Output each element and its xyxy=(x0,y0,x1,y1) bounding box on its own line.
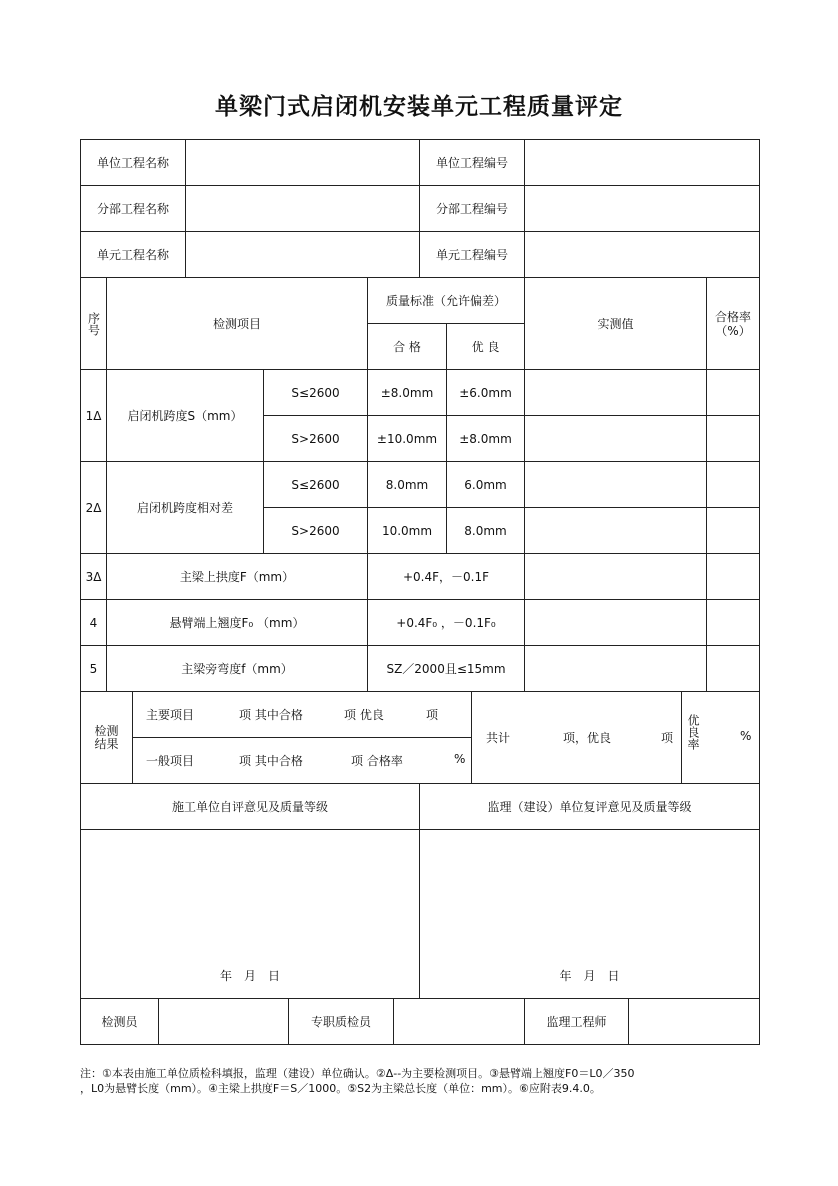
row1a-excellent: ±6.0mm xyxy=(446,369,525,416)
row2b-measured[interactable] xyxy=(524,507,707,554)
element-project-name-label: 单元工程名称 xyxy=(80,231,186,278)
general-rate-label: 项 合格率 xyxy=(351,754,403,768)
col-seq: 序号 xyxy=(80,277,107,370)
unit-project-name-label: 单位工程名称 xyxy=(80,139,186,186)
division-project-name-field[interactable] xyxy=(185,185,420,232)
element-project-no-field[interactable] xyxy=(524,231,760,278)
row1b-cond: S>2600 xyxy=(263,415,368,462)
row1b-excellent: ±8.0mm xyxy=(446,415,525,462)
construction-date: 年 月 日 xyxy=(219,969,280,983)
supervision-opinion-heading: 监理（建设）单位复评意见及质量等级 xyxy=(419,783,760,830)
row2b-qualified: 10.0mm xyxy=(367,507,447,554)
general-qualified-label: 项 其中合格 xyxy=(239,754,303,768)
total-unit-label: 项 xyxy=(661,731,674,745)
row3-measured[interactable] xyxy=(524,553,707,600)
row5-item: 主梁旁弯度f（mm） xyxy=(106,645,368,692)
inspector-field[interactable] xyxy=(158,998,289,1045)
row1b-qualified: ±10.0mm xyxy=(367,415,447,462)
row3-no: 3Δ xyxy=(80,553,107,600)
row4-no: 4 xyxy=(80,599,107,646)
general-items-label: 一般项目 xyxy=(146,754,195,768)
row1-no: 1Δ xyxy=(80,369,107,462)
row1b-rate[interactable] xyxy=(706,415,760,462)
row2a-rate[interactable] xyxy=(706,461,760,508)
division-project-no-label: 分部工程编号 xyxy=(419,185,525,232)
row1a-measured[interactable] xyxy=(524,369,707,416)
row2b-rate[interactable] xyxy=(706,507,760,554)
supervising-engineer-field[interactable] xyxy=(628,998,760,1045)
row2a-qualified: 8.0mm xyxy=(367,461,447,508)
col-measured: 实测值 xyxy=(524,277,707,370)
row5-standard: SZ／2000且≤15mm xyxy=(367,645,525,692)
col-item: 检测项目 xyxy=(106,277,368,370)
row2-no: 2Δ xyxy=(80,461,107,554)
row4-rate[interactable] xyxy=(706,599,760,646)
supervision-opinion-field[interactable] xyxy=(419,829,760,999)
row2b-excellent: 8.0mm xyxy=(446,507,525,554)
general-percent-label: % xyxy=(454,752,466,766)
excellent-rate-percent: % xyxy=(740,729,752,743)
main-unit-label: 项 xyxy=(426,708,439,722)
inspector-label: 检测员 xyxy=(80,998,159,1045)
row2a-cond: S≤2600 xyxy=(263,461,368,508)
row2-item: 启闭机跨度相对差 xyxy=(106,461,264,554)
supervising-engineer-label: 监理工程师 xyxy=(524,998,629,1045)
col-qualified: 合 格 xyxy=(367,323,447,370)
row2b-cond: S>2600 xyxy=(263,507,368,554)
unit-project-no-label: 单位工程编号 xyxy=(419,139,525,186)
page-title: 单梁门式启闭机安装单元工程质量评定 xyxy=(215,94,623,120)
row1a-rate[interactable] xyxy=(706,369,760,416)
row4-item: 悬臂端上翘度F₀ （mm） xyxy=(106,599,368,646)
row2a-excellent: 6.0mm xyxy=(446,461,525,508)
row1a-qualified: ±8.0mm xyxy=(367,369,447,416)
footnote-line-1: 注：①本表由施工单位质检科填报，监理（建设）单位确认。②Δ--为主要检测项目。③悬臂端上翘度F0＝L0／350 xyxy=(80,1067,635,1080)
row3-rate[interactable] xyxy=(706,553,760,600)
row5-measured[interactable] xyxy=(524,645,707,692)
main-qualified-label: 项 其中合格 xyxy=(239,708,303,722)
excellent-rate-label: 优良率 xyxy=(686,714,700,750)
row5-no: 5 xyxy=(80,645,107,692)
row2a-measured[interactable] xyxy=(524,461,707,508)
row5-rate[interactable] xyxy=(706,645,760,692)
supervision-date: 年 月 日 xyxy=(559,969,620,983)
division-project-name-label: 分部工程名称 xyxy=(80,185,186,232)
division-project-no-field[interactable] xyxy=(524,185,760,232)
main-items-label: 主要项目 xyxy=(146,708,195,722)
element-project-name-field[interactable] xyxy=(185,231,420,278)
footnote-line-2: ，L0为悬臂长度（mm）。④主梁上拱度F＝S／1000。⑤S2为主梁总长度（单位：mm）。⑥应附表9.4.0。 xyxy=(80,1082,601,1095)
total-excellent-label: 项，优良 xyxy=(563,731,612,745)
result-label: 检测结果 xyxy=(80,691,133,784)
quality-inspector-field[interactable] xyxy=(393,998,525,1045)
row4-measured[interactable] xyxy=(524,599,707,646)
row1-item: 启闭机跨度S（mm） xyxy=(106,369,264,462)
unit-project-no-field[interactable] xyxy=(524,139,760,186)
footnote xyxy=(80,1066,770,1096)
col-pass-rate: 合格率（%） xyxy=(706,277,760,370)
row3-standard: +0.4F，－0.1F xyxy=(367,553,525,600)
row3-item: 主梁上拱度F（mm） xyxy=(106,553,368,600)
unit-project-name-field[interactable] xyxy=(185,139,420,186)
main-excellent-label: 项 优良 xyxy=(344,708,384,722)
total-label: 共计 xyxy=(486,731,511,745)
row1b-measured[interactable] xyxy=(524,415,707,462)
col-standard: 质量标准（允许偏差） xyxy=(367,277,525,324)
element-project-no-label: 单元工程编号 xyxy=(419,231,525,278)
col-excellent: 优 良 xyxy=(446,323,525,370)
construction-opinion-field[interactable] xyxy=(80,829,420,999)
row1a-cond: S≤2600 xyxy=(263,369,368,416)
quality-inspector-label: 专职质检员 xyxy=(288,998,394,1045)
row4-standard: +0.4F₀ ，－0.1F₀ xyxy=(367,599,525,646)
construction-opinion-heading: 施工单位自评意见及质量等级 xyxy=(80,783,420,830)
